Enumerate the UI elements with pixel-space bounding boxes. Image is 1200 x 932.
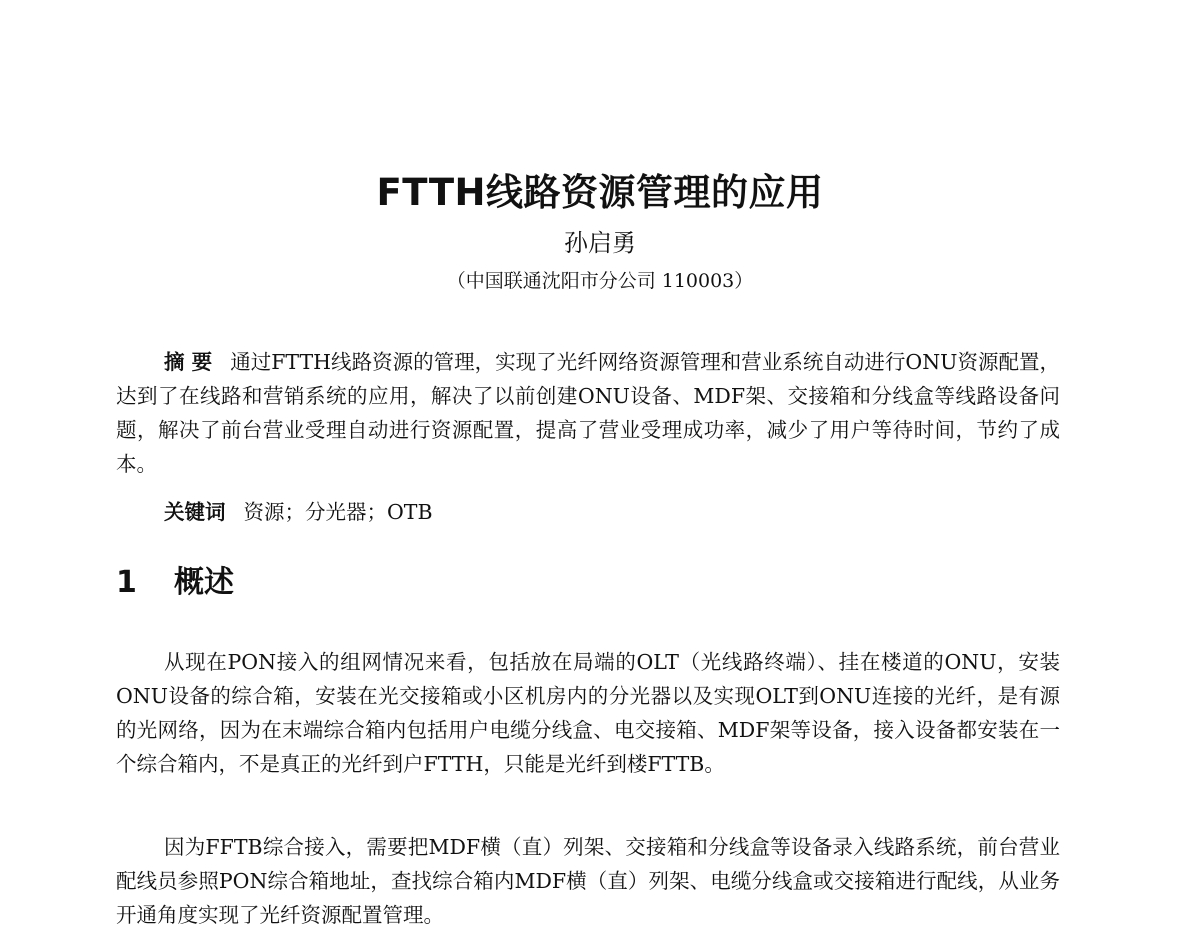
paper-affiliation: （中国联通沈阳市分公司 110003）: [446, 270, 754, 292]
body-paragraph-text: 从现在PON接入的组网情况来看，包括放在局端的OLT（光线路终端）、挂在楼道的ONU，安装ONU设备的综合箱，安装在光交接箱或小区机房内的分光器以及实现OLT到ONU连接的光纤，是有源的光网络，因为在末端综合箱内包括用户电缆分线盒、电交接箱、MDF架等设备，接入设备都安装在一个综合箱内，不是真正的光纤到户FTTH，只能是光纤到楼FTTB。: [116, 650, 1060, 776]
body-paragraph-2: [116, 830, 1060, 932]
abstract-text: 通过FTTH线路资源的管理，实现了光纤网络资源管理和营业系统自动进行ONU资源配置，达到了在线路和营销系统的应用，解决了以前创建ONU设备、MDF架、交接箱和分线盒等线路设备问题，解决了前台营业受理自动进行资源配置，提高了营业受理成功率，减少了用户等待时间，节约了成本。: [116, 350, 1060, 476]
section-title: 概述: [174, 565, 234, 600]
abstract-paragraph: [116, 345, 1060, 481]
abstract-label: 摘 要: [164, 350, 213, 374]
keywords: [116, 495, 1060, 529]
keywords-label: 关键词: [164, 500, 226, 524]
section-heading: [116, 562, 234, 604]
abstract: [116, 345, 1060, 481]
body-paragraph-1: [116, 645, 1060, 781]
keywords-text: 资源；分光器；OTB: [243, 500, 433, 524]
paper-title: FTTH线路资源管理的应用: [376, 171, 824, 214]
paper-author: 孙启勇: [564, 229, 636, 257]
keywords-paragraph: [116, 495, 1060, 529]
body-paragraph-text: 因为FFTB综合接入，需要把MDF横（直）列架、交接箱和分线盒等设备录入线路系统，前台营业配线员参照PON综合箱地址，查找综合箱内MDF横（直）列架、电缆分线盒或交接箱进行配线，从业务开通角度实现了光纤资源配置管理。: [116, 835, 1060, 927]
section-number: 1: [116, 565, 137, 600]
